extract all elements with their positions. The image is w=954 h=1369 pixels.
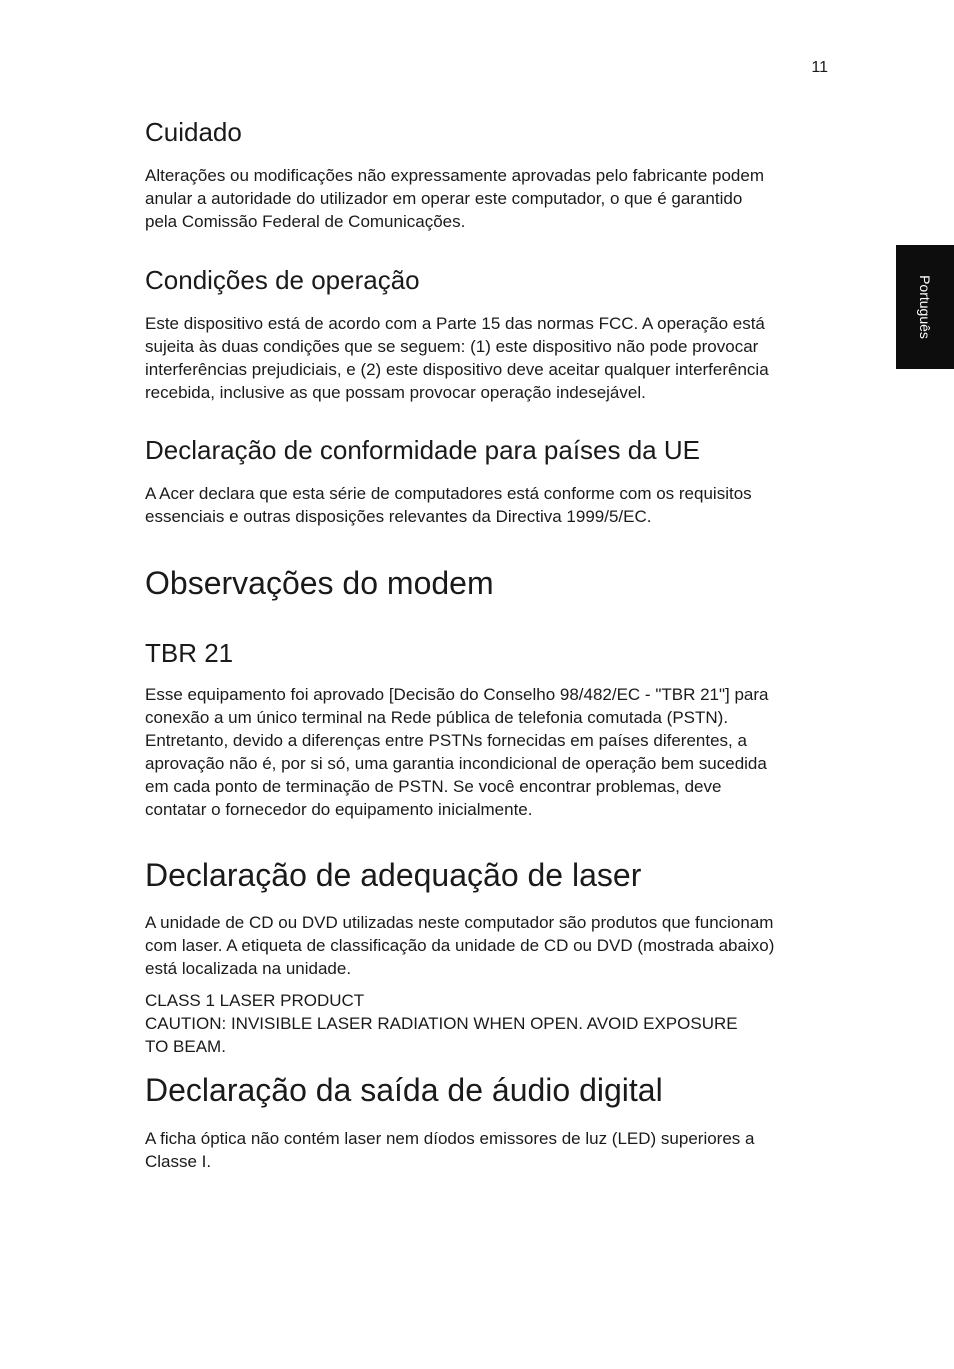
paragraph-declaracao-adequacao-laser [145,911,835,980]
text-line: contatar o fornecedor do equipamento inicialmente. [145,800,533,819]
text-line: TO BEAM. [145,1037,226,1056]
text-line: conexão a um único terminal na Rede pública de telefonia comutada (PSTN). [145,708,729,727]
text-line: A unidade de CD ou DVD utilizadas neste computador são produtos que funcionam [145,913,774,932]
text-line: Este dispositivo está de acordo com a Parte 15 das normas FCC. A operação está [145,314,765,333]
heading-tbr-21: TBR 21 [145,638,234,668]
heading-observacoes-do-modem: Observações do modem [145,565,494,601]
laser-classification-label [145,989,835,1058]
heading-declaracao-saida-audio-digital: Declaração da saída de áudio digital [145,1072,663,1108]
heading-declaracao-adequacao-laser: Declaração de adequação de laser [145,857,642,893]
text-line: A ficha óptica não contém laser nem díodos emissores de luz (LED) superiores a [145,1129,755,1148]
text-line: interferências prejudiciais, e (2) este dispositivo deve aceitar qualquer interferência [145,360,769,379]
text-line: sujeita às duas condições que se seguem: (1) este dispositivo não pode provocar [145,337,759,356]
text-line: pela Comissão Federal de Comunicações. [145,212,466,231]
text-line: Classe I. [145,1152,212,1171]
text-line: Alterações ou modificações não expressamente aprovadas pelo fabricante podem [145,166,764,185]
text-line: A Acer declara que esta série de computadores está conforme com os requisitos [145,484,752,503]
text-line: aprovação não é, por si só, uma garantia incondicional de operação bem sucedida [145,754,767,773]
text-line: Entretanto, devido a diferenças entre PSTNs fornecidas em países diferentes, a [145,731,747,750]
text-line: essenciais e outras disposições relevantes da Directiva 1999/5/EC. [145,507,652,526]
text-line: com laser. A etiqueta de classificação da unidade de CD ou DVD (mostrada abaixo) [145,936,775,955]
paragraph-declaracao-saida-audio-digital [145,1127,835,1173]
heading-declaracao-conformidade-ue: Declaração de conformidade para países da UE [145,435,700,465]
paragraph-cuidado [145,164,835,233]
language-side-tab [896,245,954,369]
text-line: anular a autoridade do utilizador em operar este computador, o que é garantido [145,189,743,208]
language-side-tab-label: Português [917,275,933,339]
text-line: em cada ponto de terminação de PSTN. Se você encontrar problemas, deve [145,777,722,796]
heading-condicoes-de-operacao: Condições de operação [145,265,420,295]
paragraph-declaracao-conformidade-ue [145,482,835,528]
paragraph-condicoes-de-operacao [145,312,835,404]
text-line: CAUTION: INVISIBLE LASER RADIATION WHEN OPEN. AVOID EXPOSURE [145,1014,738,1033]
paragraph-tbr-21 [145,683,835,821]
text-line: está localizada na unidade. [145,959,352,978]
text-line: CLASS 1 LASER PRODUCT [145,991,365,1010]
heading-cuidado: Cuidado [145,117,242,147]
page-number: 11 [811,59,828,76]
text-line: recebida, inclusive as que possam provocar operação indesejável. [145,383,646,402]
text-line: Esse equipamento foi aprovado [Decisão do Conselho 98/482/EC - "TBR 21"] para [145,685,769,704]
